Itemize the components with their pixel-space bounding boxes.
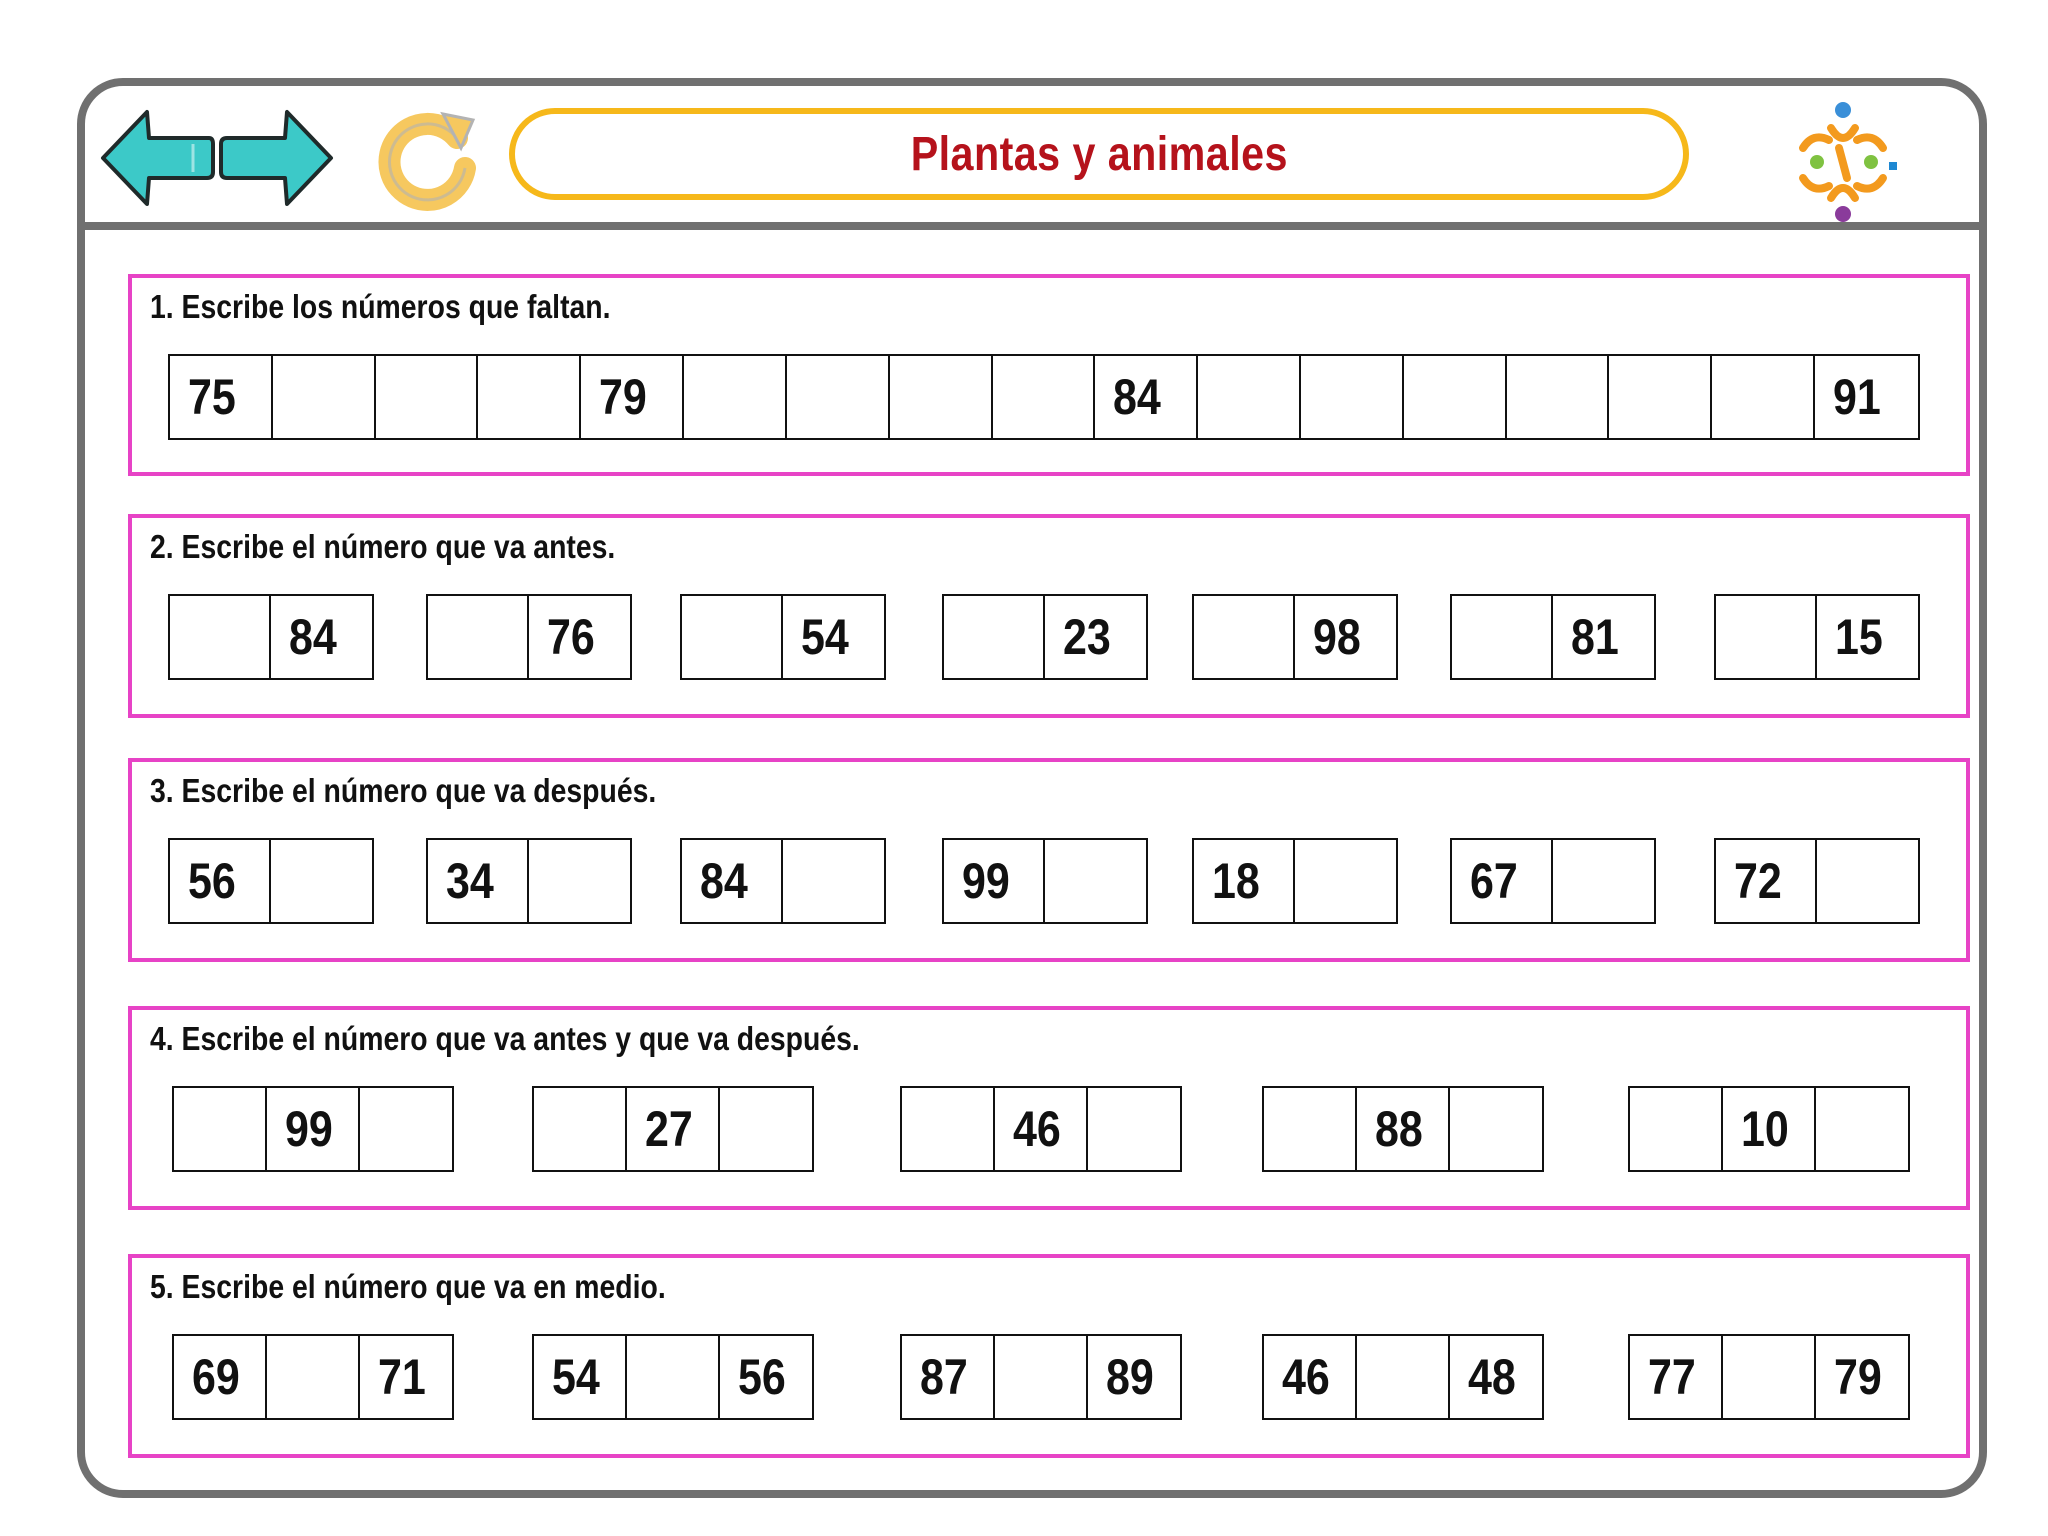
ex2-item: [1714, 594, 1920, 680]
answer-box[interactable]: [1452, 596, 1553, 678]
answer-box[interactable]: [720, 1088, 812, 1170]
ex3-item: [1450, 838, 1656, 924]
number-value: 72: [1734, 853, 1782, 909]
answer-box[interactable]: [902, 1088, 995, 1170]
number-cell: [267, 1088, 360, 1170]
ex2-item: [1192, 594, 1398, 680]
number-cell: [1716, 840, 1817, 922]
number-value: 48: [1468, 1349, 1516, 1405]
number-value: 88: [1375, 1101, 1423, 1157]
ex5-item: [172, 1334, 454, 1420]
number-cell: [1553, 596, 1654, 678]
ex4-item: [900, 1086, 1182, 1172]
number-value: 10: [1741, 1101, 1789, 1157]
answer-box[interactable]: [1194, 596, 1295, 678]
page-title: Plantas y animales: [910, 127, 1288, 181]
exercise-2-instruction: 2. Escribe el número que va antes.: [150, 528, 616, 565]
number-value: 84: [289, 609, 337, 665]
number-value: 87: [920, 1349, 968, 1405]
answer-box[interactable]: [684, 356, 787, 438]
number-cell: [995, 1088, 1088, 1170]
number-cell: [1264, 1336, 1357, 1418]
ex4-item: [532, 1086, 814, 1172]
number-cell: [783, 596, 884, 678]
ex3-item: [942, 838, 1148, 924]
number-cell: [1194, 840, 1295, 922]
exercise-2: [128, 514, 1970, 718]
ex4-item: [172, 1086, 454, 1172]
number-cell: [1630, 1336, 1723, 1418]
exercise-4-instruction: 4. Escribe el número que va antes y que va después.: [150, 1020, 860, 1057]
answer-box[interactable]: [1357, 1336, 1450, 1418]
ex5-item: [532, 1334, 814, 1420]
ex3-item: [426, 838, 632, 924]
answer-box[interactable]: [1301, 356, 1404, 438]
ex4-item: [1262, 1086, 1544, 1172]
number-value: 81: [1571, 609, 1619, 665]
ex5-item: [1628, 1334, 1910, 1420]
ex3-item: [680, 838, 886, 924]
answer-box[interactable]: [787, 356, 890, 438]
number-cell: [944, 840, 1045, 922]
answer-box[interactable]: [376, 356, 479, 438]
number-cell: [627, 1088, 720, 1170]
number-cell: [720, 1336, 812, 1418]
arrow-left-icon: [97, 100, 217, 210]
number-value: 84: [1113, 369, 1162, 425]
answer-box[interactable]: [627, 1336, 720, 1418]
answer-box[interactable]: [1630, 1088, 1723, 1170]
number-value: 56: [188, 853, 236, 909]
number-value: 56: [738, 1349, 786, 1405]
number-cell: [1817, 596, 1918, 678]
answer-box[interactable]: [267, 1336, 360, 1418]
number-value: 67: [1470, 853, 1518, 909]
worksheet-frame: [77, 78, 1987, 1498]
arrow-right-icon: [217, 100, 337, 210]
number-value: 79: [599, 369, 648, 425]
number-value: 15: [1835, 609, 1883, 665]
answer-box[interactable]: [271, 840, 372, 922]
number-cell: [1295, 596, 1396, 678]
ex3-item: [1192, 838, 1398, 924]
exercise-5: [128, 1254, 1970, 1458]
answer-box[interactable]: [1295, 840, 1396, 922]
number-value: 18: [1212, 853, 1260, 909]
number-value: 98: [1313, 609, 1361, 665]
answer-box[interactable]: [1723, 1336, 1816, 1418]
number-value: 75: [188, 369, 236, 425]
answer-box[interactable]: [1450, 1088, 1542, 1170]
number-cell: [1452, 840, 1553, 922]
answer-box[interactable]: [1045, 840, 1146, 922]
ex2-item: [1450, 594, 1656, 680]
number-value: 69: [192, 1349, 240, 1405]
number-sequence-grid: [168, 354, 1920, 440]
answer-box[interactable]: [1817, 840, 1918, 922]
answer-box[interactable]: [1198, 356, 1301, 438]
number-value: 34: [446, 853, 494, 909]
answer-box[interactable]: [1716, 596, 1817, 678]
exercise-3: [128, 758, 1970, 962]
answer-box[interactable]: [478, 356, 581, 438]
number-value: 54: [552, 1349, 600, 1405]
answer-box[interactable]: [1609, 356, 1712, 438]
answer-box[interactable]: [1088, 1088, 1180, 1170]
answer-box[interactable]: [273, 356, 376, 438]
ex2-item: [168, 594, 374, 680]
number-cell: [682, 840, 783, 922]
number-cell: [360, 1336, 452, 1418]
answer-box[interactable]: [1816, 1088, 1908, 1170]
exercise-4: [128, 1006, 1970, 1210]
number-cell: [1088, 1336, 1180, 1418]
number-value: 76: [547, 609, 595, 665]
number-cell: [170, 840, 271, 922]
number-value: 46: [1282, 1349, 1330, 1405]
answer-box[interactable]: [360, 1088, 452, 1170]
ex3-item: [168, 838, 374, 924]
answer-box[interactable]: [993, 356, 1096, 438]
number-value: 99: [962, 853, 1010, 909]
exercise-1-instruction: 1. Escribe los números que faltan.: [150, 288, 611, 325]
answer-box[interactable]: [682, 596, 783, 678]
number-value: 77: [1648, 1349, 1696, 1405]
number-value: 91: [1833, 369, 1881, 425]
number-cell: [1095, 356, 1198, 438]
back-button[interactable]: [97, 100, 217, 215]
answer-box[interactable]: [890, 356, 993, 438]
ex5-item: [900, 1334, 1182, 1420]
answer-box[interactable]: [1553, 840, 1654, 922]
exercise-1: [128, 274, 1970, 476]
number-cell: [170, 356, 273, 438]
number-cell: [1816, 1336, 1908, 1418]
number-cell: [428, 840, 529, 922]
number-cell: [1723, 1088, 1816, 1170]
number-value: 71: [378, 1349, 426, 1405]
number-cell: [1815, 356, 1918, 438]
answer-box[interactable]: [174, 1088, 267, 1170]
header-divider: [85, 222, 1979, 230]
ex5-item: [1262, 1334, 1544, 1420]
number-cell: [902, 1336, 995, 1418]
answer-box[interactable]: [529, 840, 630, 922]
answer-box[interactable]: [995, 1336, 1088, 1418]
number-cell: [534, 1336, 627, 1418]
number-value: 99: [285, 1101, 333, 1157]
number-value: 79: [1834, 1349, 1882, 1405]
answer-box[interactable]: [1507, 356, 1610, 438]
answer-box[interactable]: [428, 596, 529, 678]
number-cell: [581, 356, 684, 438]
reload-button[interactable]: [373, 104, 483, 219]
number-value: 89: [1106, 1349, 1154, 1405]
answer-box[interactable]: [170, 596, 271, 678]
ex2-item: [942, 594, 1148, 680]
title-bar: [509, 108, 1689, 200]
number-cell: [174, 1336, 267, 1418]
number-value: 27: [645, 1101, 693, 1157]
answer-box[interactable]: [1712, 356, 1815, 438]
exercise-5-instruction: 5. Escribe el número que va en medio.: [150, 1268, 666, 1305]
answer-box[interactable]: [1404, 356, 1507, 438]
answer-box[interactable]: [944, 596, 1045, 678]
number-cell: [529, 596, 630, 678]
answer-box[interactable]: [783, 840, 884, 922]
number-value: 46: [1013, 1101, 1061, 1157]
number-cell: [1450, 1336, 1542, 1418]
number-value: 84: [700, 853, 748, 909]
number-cell: [1045, 596, 1146, 678]
ex2-item: [680, 594, 886, 680]
ex2-item: [426, 594, 632, 680]
number-cell: [1357, 1088, 1450, 1170]
ex3-item: [1714, 838, 1920, 924]
answer-box[interactable]: [534, 1088, 627, 1170]
number-value: 23: [1063, 609, 1111, 665]
ex4-item: [1628, 1086, 1910, 1172]
number-cell: [271, 596, 372, 678]
answer-box[interactable]: [1264, 1088, 1357, 1170]
forward-button[interactable]: [217, 100, 337, 215]
reload-icon: [373, 104, 483, 214]
exercise-3-instruction: 3. Escribe el número que va después.: [150, 772, 657, 809]
brand-logo: [1773, 98, 1903, 233]
number-value: 54: [801, 609, 849, 665]
